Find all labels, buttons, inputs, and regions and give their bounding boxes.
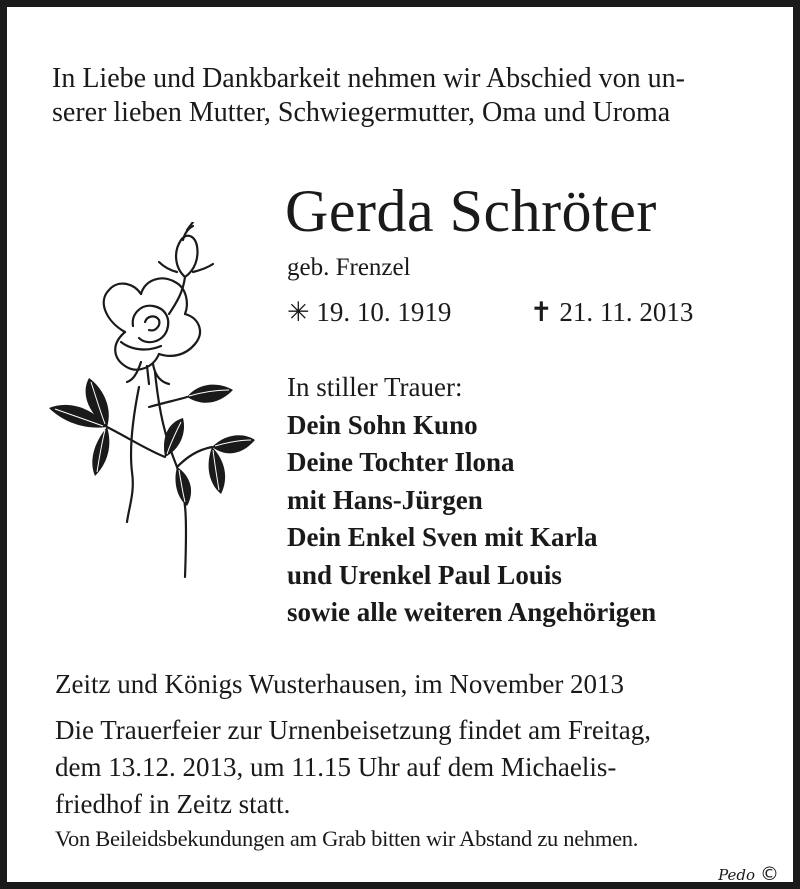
mourner-line: Deine Tochter Ilona: [287, 447, 515, 477]
deceased-name: Gerda Schröter: [285, 178, 657, 244]
intro-line-2: serer lieben Mutter, Schwiegermutter, Oma und Uroma: [52, 97, 671, 128]
birth-date-group: [287, 295, 530, 329]
rose-drawing-icon: [37, 222, 257, 582]
mourner-line: mit Hans-Jürgen: [287, 484, 483, 515]
mourner-line: und Urenkel Paul Louis: [287, 559, 562, 590]
mourner-line: sowie alle weiteren Angehörigen: [287, 597, 657, 627]
condolence-note: Von Beileidsbekundungen am Grab bitten wir Abstand zu nehmen.: [55, 826, 639, 851]
place-and-date: Zeitz und Königs Wusterhausen, im November 2013: [55, 669, 625, 699]
maiden-name: geb. Frenzel: [287, 254, 411, 281]
birth-star-icon: ✳: [287, 297, 310, 327]
designer-signature: Pedo: [718, 866, 755, 884]
death-date: 21. 11. 2013: [559, 297, 694, 327]
death-cross-icon: ✝: [530, 297, 553, 327]
mourner-line: Dein Enkel Sven mit Karla: [287, 522, 598, 552]
life-dates: [287, 295, 693, 329]
mourning-heading: In stiller Trauer:: [287, 372, 463, 402]
mourner-line: Dein Sohn Kuno: [287, 409, 478, 440]
mourners-block: [287, 369, 656, 632]
birth-date: 19. 10. 1919: [316, 297, 452, 327]
service-announcement: [55, 712, 651, 823]
copyright-icon: ©: [760, 863, 779, 885]
intro-text: [52, 62, 685, 130]
service-line-2: dem 13.12. 2013, um 11.15 Uhr auf dem Michaelis-: [55, 752, 617, 782]
service-line-3: friedhof in Zeitz statt.: [55, 789, 291, 819]
intro-line-1: In Liebe und Dankbarkeit nehmen wir Abschied von un-: [52, 63, 685, 94]
service-line-1: Die Trauerfeier zur Urnenbeisetzung findet am Freitag,: [55, 715, 652, 745]
death-date-group: [530, 297, 693, 327]
